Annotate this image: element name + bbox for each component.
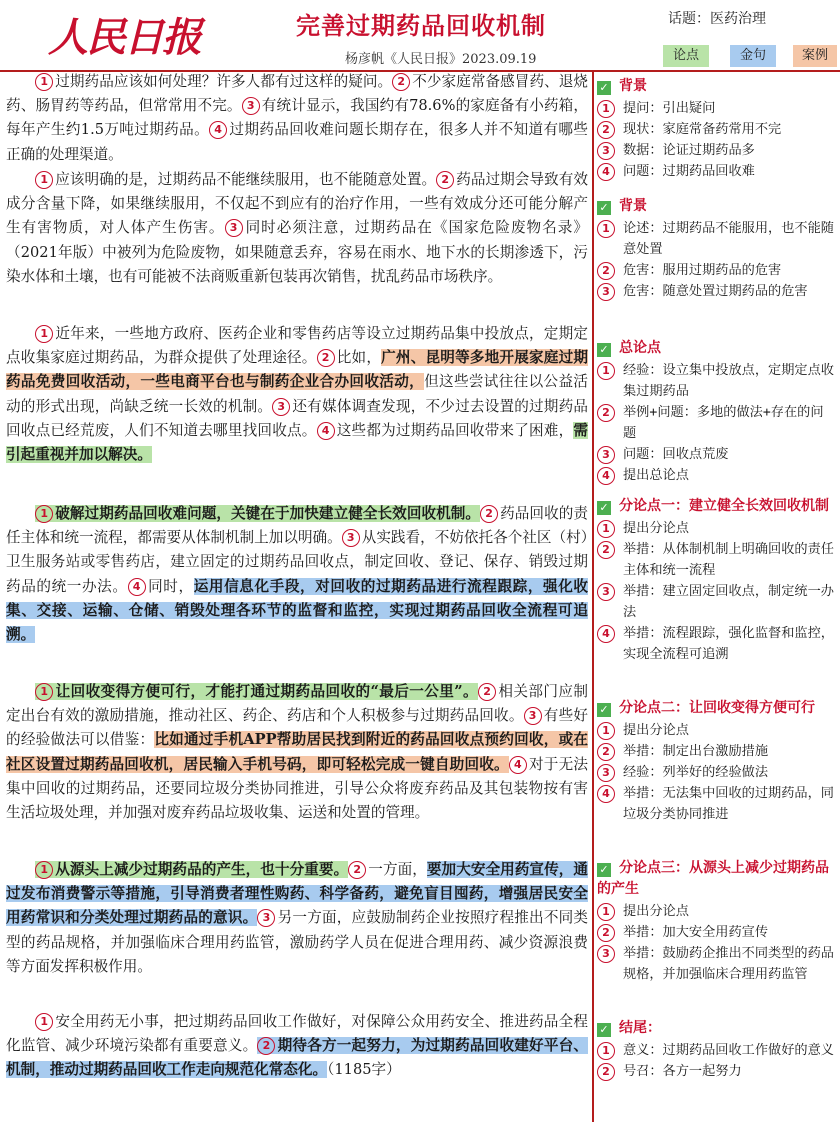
outline-item xyxy=(597,119,834,140)
outline-section xyxy=(597,338,834,486)
outline-item-text: 举措：加大安全用药宣传 xyxy=(623,925,769,940)
sentence-number-badge: 1 xyxy=(35,1013,53,1031)
sentence-number-badge: 1 xyxy=(597,362,615,380)
outline-section xyxy=(597,496,834,665)
sentence-number-badge: 1 xyxy=(35,73,53,91)
article-paragraph xyxy=(6,858,588,979)
sentence xyxy=(348,861,427,878)
outline-item xyxy=(597,518,834,539)
sentence-number-badge: 3 xyxy=(597,446,615,464)
article-paragraph xyxy=(6,1010,588,1083)
sentence-text: 比如通过手机APP帮助居民找到附近的药品回收点预约回收，或在社区设置过期药品回收机，居民输入手机号码，即可轻松完成一键自助回收。 xyxy=(6,731,588,773)
sentence-text: 从实践看，不妨依托各个社区（村）卫生服务站或零售药店，建立固定的过期药品回收点，制定回收、登记、保存、销毁过期药品的统一办法。 xyxy=(6,529,588,595)
sentence-number-badge: 2 xyxy=(317,349,335,367)
outline-item-text: 举措：流程跟踪，强化监督和监控，实现全流程可追溯 xyxy=(623,626,834,662)
sentence-number-badge: 2 xyxy=(257,1037,275,1055)
outline-item xyxy=(597,922,834,943)
outline-section-title-text: 分论点一：建立健全长效回收机制 xyxy=(619,498,829,514)
outline-item-text: 提问：引出疑问 xyxy=(623,101,716,116)
sentence-number-badge: 4 xyxy=(597,785,615,803)
sentence-text: 有些好的经验做法可以借鉴： xyxy=(6,707,588,749)
sentence-number-badge: 3 xyxy=(257,909,275,927)
sentence xyxy=(128,578,194,595)
sentence-text: 还有媒体调查发现，不少过去设置的过期药品回收点已经荒废，人们不知道去哪里找回收点。 xyxy=(6,397,588,439)
sentence-text: 一方面， xyxy=(368,861,427,878)
article-paragraph xyxy=(6,168,588,289)
outline-item xyxy=(597,218,834,260)
outline-item-text: 危害：随意处置过期药品的危害 xyxy=(623,284,808,299)
outline-item xyxy=(597,783,834,825)
sentence-number-badge: 3 xyxy=(597,945,615,963)
sentence-number-badge: 2 xyxy=(348,861,366,879)
sentence-text: 期待各方一起努力，为过期药品回收建好平台、机制，推动过期药品回收工作走向规范化常态化。 xyxy=(6,1037,588,1079)
sentence-number-badge: 3 xyxy=(524,707,542,725)
outline-section-title xyxy=(597,196,834,217)
sentence-number-badge: 1 xyxy=(597,220,615,238)
outline-item-text: 举措：从体制机制上明确回收的责任主体和统一流程 xyxy=(623,542,834,578)
outline-item-text: 举措：建立固定回收点，制定统一办法 xyxy=(623,584,834,620)
outline-section-title xyxy=(597,1018,834,1039)
sentence-number-badge: 1 xyxy=(597,903,615,921)
sentence-text: 要加大安全用药宣传，通过发布消费警示等措施，引导消费者理性购药、科学备药，避免盲目囤药，增强居民安全用药常识和分类处理过期药品的意识。 xyxy=(6,861,588,927)
outline-item-text: 提出分论点 xyxy=(623,521,689,536)
outline-section-title-text: 总论点 xyxy=(619,340,661,356)
checkmark-icon: ✓ xyxy=(597,863,611,877)
outline-item xyxy=(597,98,834,119)
outline-item-text: 提出分论点 xyxy=(623,723,689,738)
sentence-number-badge: 1 xyxy=(35,171,53,189)
article-paragraph xyxy=(6,70,588,167)
header xyxy=(0,0,840,70)
outline-item xyxy=(597,140,834,161)
sentence-number-badge: 4 xyxy=(317,422,335,440)
topic-label: 话题：医药治理 xyxy=(668,11,766,27)
sentence-number-badge: 2 xyxy=(597,404,615,422)
sentence xyxy=(35,73,392,90)
sentence-text: 药品过期会导致有效成分含量下降，如果继续服用，不仅起不到应有的治疗作用，一些有效成分还可能分解产生有害物质，对人体产生伤害。 xyxy=(6,171,588,237)
sentence xyxy=(35,861,348,878)
sentence-text: 同时必须注意，过期药品在《国家危险废物名录》（2021年版）中被列为危险废物，如果随意丢弃，容易在雨水、地下水的长期渗透下，污染水体和土壤，也有可能被不法商贩重新包装再次销售，扰乱药品市场秩序。 xyxy=(6,219,588,285)
page-title: 完善过期药品回收机制 xyxy=(296,12,546,40)
article-paragraph xyxy=(6,680,588,825)
sentence-number-badge: 1 xyxy=(35,683,53,701)
sentence-text: 同时， xyxy=(147,577,194,595)
sentence-text: 广州、昆明等多地开展家庭过期药品免费回收活动，一些电商平台也与制药企业合办回收活动， xyxy=(6,349,588,391)
checkmark-icon: ✓ xyxy=(597,201,611,215)
checkmark-icon: ✓ xyxy=(597,81,611,95)
outline-item-text: 提出总论点 xyxy=(623,468,689,483)
outline-item xyxy=(597,281,834,302)
sentence-number-badge: 1 xyxy=(597,722,615,740)
checkmark-icon: ✓ xyxy=(597,343,611,357)
sentence-number-badge: 3 xyxy=(342,529,360,547)
sentence-text: 比如， xyxy=(336,349,382,367)
byline: 杨彦帆《人民日报》2023.09.19 xyxy=(345,52,537,67)
sentence xyxy=(35,505,480,522)
sentence-text: 运用信息化手段，对回收的过期药品进行流程跟踪，强化收集、交接、运输、仓储、销毁处理各环节的监督和监控，实现过期药品回收全流程可追溯。 xyxy=(6,577,588,644)
sentence-number-badge: 3 xyxy=(242,97,260,115)
outline-item-text: 经验：列举好的经验做法 xyxy=(623,765,769,780)
outline-item xyxy=(597,260,834,281)
outline-section-title xyxy=(597,76,834,97)
sentence xyxy=(35,683,478,700)
outline-section-title-text: 分论点二：让回收变得方便可行 xyxy=(619,700,815,716)
sentence-number-badge: 2 xyxy=(597,924,615,942)
sentence-number-badge: 1 xyxy=(35,325,53,343)
outline-item xyxy=(597,943,834,985)
sentence-number-badge: 4 xyxy=(128,578,146,596)
outline-section-title-text: 分论点三：从源头上减少过期药品的产生 xyxy=(597,860,829,897)
outline-item xyxy=(597,161,834,182)
sentence-text: 另一方面，应鼓励制药企业按照疗程推出不同类型的药品规格，并加强临床合理用药监管，激励药学人员在促进合理用药、减少资源浪费等方面发挥积极作用。 xyxy=(6,909,588,975)
outline-item-text: 问题：回收点荒废 xyxy=(623,447,729,462)
sentence-text: 不少家庭常备感冒药、退烧药、肠胃药等药品，但常常用不完。 xyxy=(6,73,588,115)
outline-item xyxy=(597,402,834,444)
outline-section-title xyxy=(597,338,834,359)
outline-item-text: 现状：家庭常备药常用不完 xyxy=(623,122,782,137)
sentence xyxy=(35,171,436,188)
legend-case-badge: 案例 xyxy=(793,45,837,67)
sentence-number-badge: 3 xyxy=(272,398,290,416)
sentence-number-badge: 4 xyxy=(597,625,615,643)
article-paragraph xyxy=(6,502,588,647)
sentence-number-badge: 2 xyxy=(597,121,615,139)
sentence-text: 过期药品回收难问题长期存在，很多人并不知道有哪些正确的处理渠道。 xyxy=(6,121,588,163)
outline-section-title xyxy=(597,698,834,719)
outline-section xyxy=(597,858,834,985)
outline-item-text: 意义：过期药品回收工作做好的意义 xyxy=(623,1043,834,1058)
sentence-text: （1185字） xyxy=(327,1061,401,1079)
sentence-text: 药品回收的责任主体和统一流程，都需要从体制机制上加以明确。 xyxy=(6,505,588,547)
sentence-text: 近年来，一些地方政府、医药企业和零售药店等设立过期药品集中投放点，定期定点收集家庭过期药品，为群众提供了处理途径。 xyxy=(6,325,588,367)
outline-item xyxy=(597,1040,834,1061)
sentence-number-badge: 2 xyxy=(392,73,410,91)
outline-section xyxy=(597,698,834,825)
sentence-text: 从源头上减少过期药品的产生，也十分重要。 xyxy=(55,861,349,878)
sentence-number-badge: 3 xyxy=(225,219,243,237)
checkmark-icon: ✓ xyxy=(597,1023,611,1037)
sentence xyxy=(317,349,382,366)
sentence-number-badge: 2 xyxy=(597,262,615,280)
sentence-text: 破解过期药品回收难问题，关键在于加快建立健全长效回收机制。 xyxy=(55,505,481,522)
sentence-number-badge: 3 xyxy=(597,283,615,301)
checkmark-icon: ✓ xyxy=(597,703,611,717)
sentence-number-badge: 1 xyxy=(597,100,615,118)
outline-item-text: 论述：过期药品不能服用，也不能随意处置 xyxy=(623,221,834,257)
outline-item xyxy=(597,762,834,783)
outline-item xyxy=(597,901,834,922)
sentence-text: 有统计显示，我国约有78.6%的家庭备有小药箱，每年产生约1.5万吨过期药品。 xyxy=(6,97,588,139)
outline-section-title xyxy=(597,858,834,900)
outline-section xyxy=(597,76,834,182)
outline-item xyxy=(597,623,834,665)
sentence-number-badge: 2 xyxy=(436,171,454,189)
outline-section-title xyxy=(597,496,834,517)
sentence-number-badge: 2 xyxy=(478,683,496,701)
outline-section xyxy=(597,196,834,302)
outline-section-title-text: 背景 xyxy=(619,78,647,94)
sentence-number-badge: 2 xyxy=(480,505,498,523)
sentence-number-badge: 4 xyxy=(597,163,615,181)
sentence-number-badge: 2 xyxy=(597,743,615,761)
sentence-text: 相关部门应制定出台有效的激励措施，推动社区、药企、药店和个人积极参与过期药品回收。 xyxy=(6,683,588,725)
outline-section-title-text: 结尾： xyxy=(619,1020,661,1036)
outline-item xyxy=(597,444,834,465)
sentence-number-badge: 3 xyxy=(597,764,615,782)
sentence-text: 需引起重视并加以解决。 xyxy=(6,421,588,464)
outline-item-text: 提出分论点 xyxy=(623,904,689,919)
sentence xyxy=(327,1061,401,1078)
outline-item xyxy=(597,741,834,762)
sentence-number-badge: 4 xyxy=(597,467,615,485)
sentence-text: 这些都为过期药品回收带来了困难， xyxy=(336,421,574,439)
outline-item xyxy=(597,581,834,623)
checkmark-icon: ✓ xyxy=(597,501,611,515)
sentence-number-badge: 1 xyxy=(35,505,53,523)
sentence-number-badge: 1 xyxy=(35,861,53,879)
outline-item-text: 举措：无法集中回收的过期药品，同垃圾分类协同推进 xyxy=(623,786,834,822)
outline-item-text: 举例+问题：多地的做法+存在的问题 xyxy=(623,405,824,441)
sentence-number-badge: 1 xyxy=(597,520,615,538)
sentence-text: 对于无法集中回收的过期药品，还要同垃圾分类协同推进，引导公众将废弃药品及其包装物按有害生活垃圾处理，并加强对废弃药品垃圾收集、运送和处置的管理。 xyxy=(6,755,588,822)
sentence-text: 安全用药无小事，把过期药品回收工作做好，对保障公众用药安全、推进药品全程化监管、减少环境污染都有重要意义。 xyxy=(6,1013,588,1055)
outline-item-text: 问题：过期药品回收难 xyxy=(623,164,755,179)
sentence-number-badge: 2 xyxy=(597,541,615,559)
outline-item-text: 号召：各方一起努力 xyxy=(623,1064,742,1079)
outline-item-text: 举措：鼓励药企推出不同类型的药品规格，并加强临床合理用药监管 xyxy=(623,946,834,982)
column-divider xyxy=(592,70,594,1122)
outline-item-text: 经验：设立集中投放点，定期定点收集过期药品 xyxy=(623,363,834,399)
sentence-number-badge: 4 xyxy=(509,756,527,774)
article-paragraph xyxy=(6,322,588,467)
sentence-text: 让回收变得方便可行，才能打通过期药品回收的“最后一公里”。 xyxy=(55,683,479,700)
sentence-number-badge: 1 xyxy=(597,1042,615,1060)
outline-item xyxy=(597,539,834,581)
newspaper-logo: 人民日报 xyxy=(48,14,200,61)
sentence xyxy=(317,422,574,439)
outline-section xyxy=(597,1018,834,1082)
outline-section-title-text: 背景 xyxy=(619,198,647,214)
sentence-text: 但这些尝试往往以公益活动的形式出现，尚缺乏统一长效的机制。 xyxy=(6,373,588,415)
outline-item-text: 举措：制定出台激励措施 xyxy=(623,744,769,759)
outline-item xyxy=(597,720,834,741)
sentence-number-badge: 3 xyxy=(597,583,615,601)
sentence-text: 应该明确的是，过期药品不能继续服用，也不能随意处置。 xyxy=(55,171,437,188)
outline-item xyxy=(597,1061,834,1082)
legend-quote-badge: 金句 xyxy=(730,45,776,67)
sentence-number-badge: 3 xyxy=(597,142,615,160)
outline-item-text: 数据：论证过期药品多 xyxy=(623,143,755,158)
sentence-text: 过期药品应该如何处理？许多人都有过这样的疑问。 xyxy=(55,73,393,90)
outline-item xyxy=(597,465,834,486)
legend-argument-badge: 论点 xyxy=(663,45,709,67)
outline-item xyxy=(597,360,834,402)
sentence-number-badge: 2 xyxy=(597,1063,615,1081)
sentence-number-badge: 4 xyxy=(209,121,227,139)
outline-item-text: 危害：服用过期药品的危害 xyxy=(623,263,782,278)
